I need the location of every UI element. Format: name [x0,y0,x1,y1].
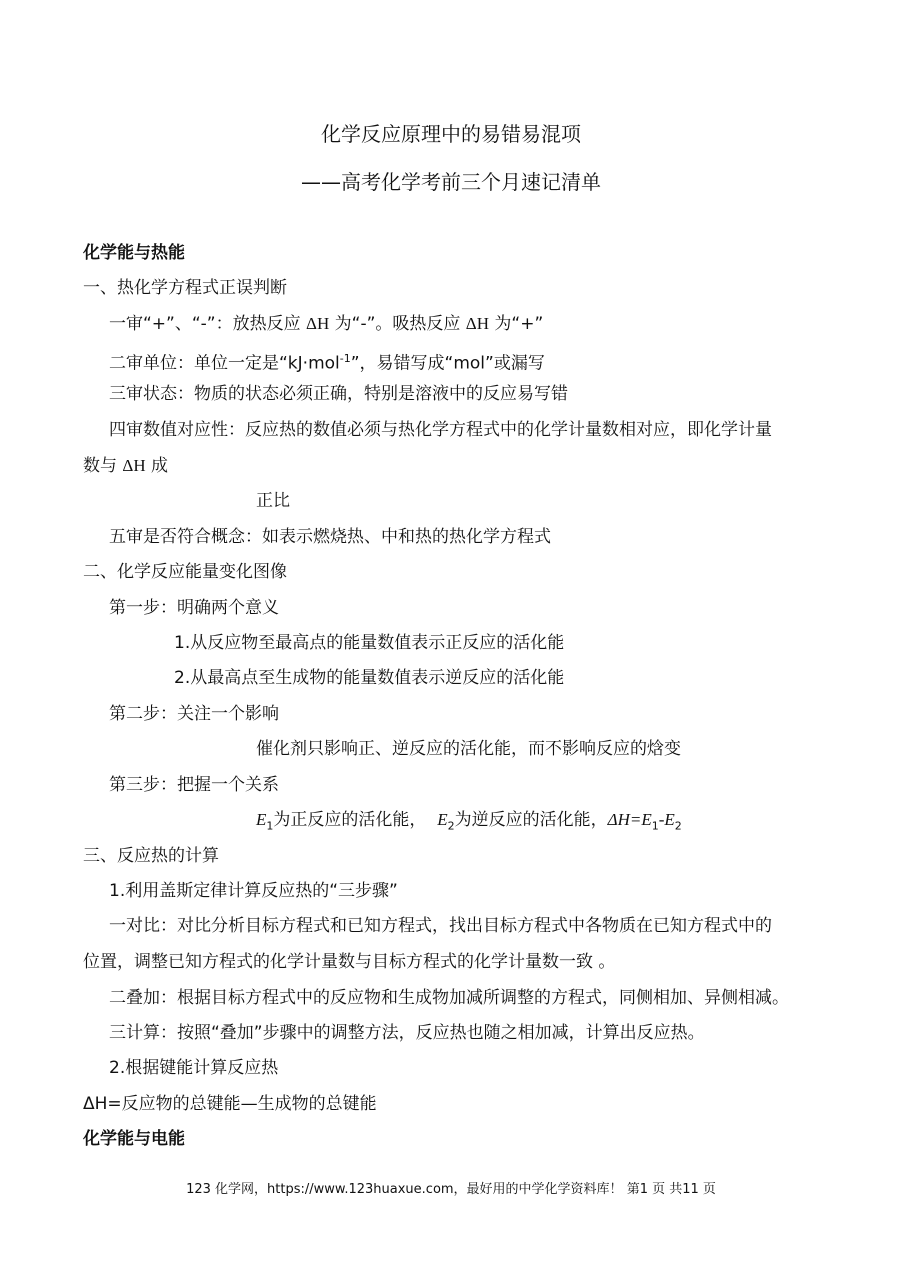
item4-value-check-cont: 数与 ΔH 成 [83,456,169,476]
hess-step2: 二叠加：根据目标方程式中的反应物和生成物加减所调整的方程式，同侧相加、异侧相减。 [109,988,789,1008]
part3-title: 三、反应热的计算 [83,846,219,866]
step2: 第二步：关注一个影响 [109,704,279,724]
bond-energy-formula: ΔH=反应物的总键能—生成物的总键能 [83,1094,377,1114]
part1-title: 一、热化学方程式正误判断 [83,278,287,298]
document-subtitle: ——高考化学考前三个月速记清单 [301,170,601,194]
item1-sign-check: 一审“+”、“-”：放热反应 ΔH 为“-”。吸热反应 ΔH 为“+” [109,314,544,334]
document-title: 化学反应原理中的易错易混项 [321,122,581,146]
item2-unit-check: 二审单位：单位一定是“kJ·mol$^{-1}$”，易错写成“mol”或漏写 [109,352,545,374]
item3-state-check: 三审状态：物质的状态必须正确，特别是溶液中的反应易写错 [109,384,568,404]
hess-law-heading: 1.利用盖斯定律计算反应热的“三步骤” [109,881,398,901]
step3-point: $E_1$为正反应的活化能， $E_2$为逆反应的活化能，$\Delta H=E_1-E_2$ [256,810,682,833]
step3: 第三步：把握一个关系 [109,775,279,795]
item4-value-check-end: 正比 [256,491,290,511]
step1-point-b: 2.从最高点至生成物的能量数值表示逆反应的活化能 [174,668,565,688]
step2-point: 催化剂只影响正、逆反应的活化能，而不影响反应的焓变 [256,739,681,759]
hess-step1: 一对比：对比分析目标方程式和已知方程式，找出目标方程式中各物质在已知方程式中的 [109,916,772,936]
item4-value-check: 四审数值对应性：反应热的数值必须与热化学方程式中的化学计量数相对应，即化学计量 [109,420,772,440]
page-footer: 123 化学网，https://www.123huaxue.com，最好用的中学化学资料库！ 第1 页 共11 页 [186,1182,716,1197]
hess-step3: 三计算：按照“叠加”步骤中的调整方法，反应热也随之相加减，计算出反应热。 [109,1023,705,1043]
part2-title: 二、化学反应能量变化图像 [83,562,287,582]
bond-energy-heading: 2.根据键能计算反应热 [109,1058,279,1078]
section-heading-electric: 化学能与电能 [83,1129,185,1149]
step1-point-a: 1.从反应物至最高点的能量数值表示正反应的活化能 [174,633,565,653]
hess-step1-cont: 位置，调整已知方程式的化学计量数与目标方程式的化学计量数一致 。 [83,952,616,972]
step1: 第一步：明确两个意义 [109,598,279,618]
item5-concept-check: 五审是否符合概念：如表示燃烧热、中和热的热化学方程式 [109,527,551,547]
section-heading-thermal: 化学能与热能 [83,243,185,263]
